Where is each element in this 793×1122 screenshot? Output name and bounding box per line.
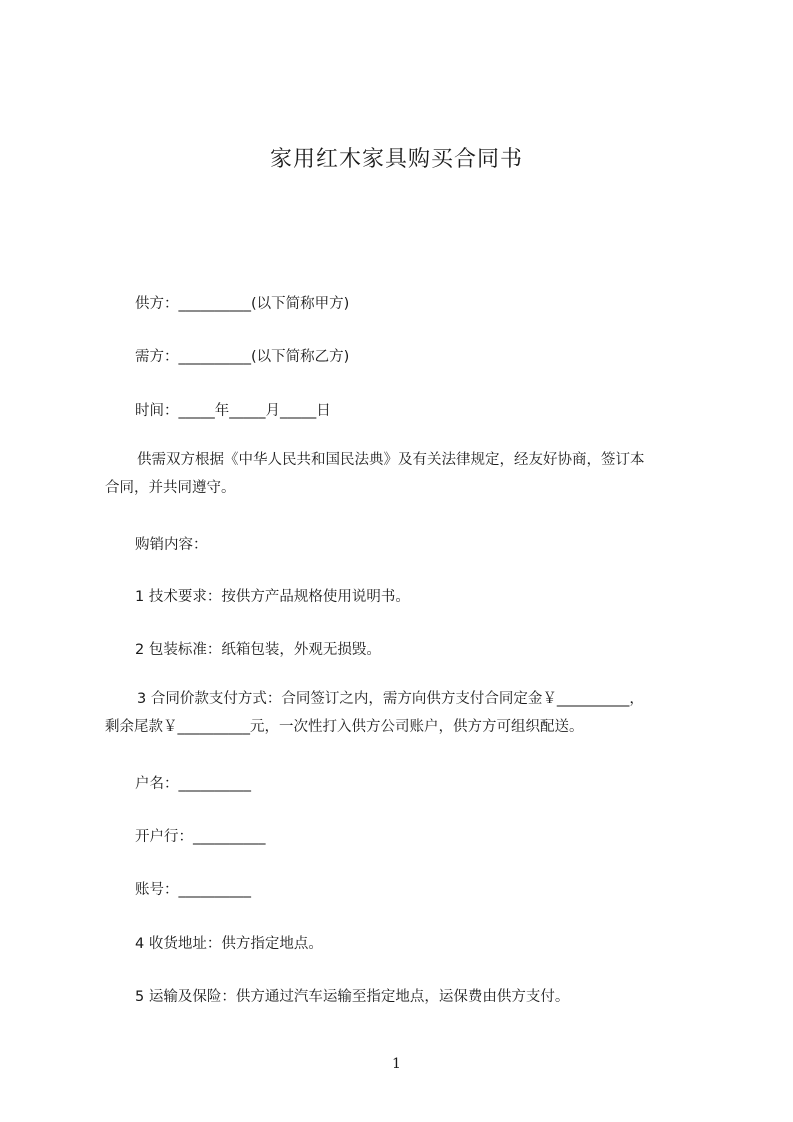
item-3-line-1: 3 合同价款支付方式：合同签订之内，需方向供方支付合同定金￥__________， [137, 691, 644, 707]
intro-line-1: 供需双方根据《中华人民共和国民法典》及有关法律规定，经友好协商，签订本 [137, 452, 645, 468]
item-3-line-2: 剩余尾款￥__________元，一次性打入供方公司账户，供方方可组织配送。 [105, 719, 584, 735]
date-line: 时间：_____年_____月_____日 [135, 403, 331, 419]
intro-line-2: 合同，并共同遵守。 [105, 480, 236, 496]
item-2-packaging: 2 包装标准：纸箱包装，外观无损毁。 [135, 642, 381, 658]
content-heading: 购销内容： [135, 537, 208, 553]
account-number-line: 账号：__________ [135, 882, 251, 898]
page-number: 1 [392, 1056, 401, 1072]
bank-line: 开户行：__________ [135, 829, 266, 845]
buyer-line: 需方：__________(以下简称乙方) [135, 349, 350, 365]
account-name-line: 户名：__________ [135, 776, 251, 792]
intro-paragraph [105, 446, 705, 502]
item-1-technical: 1 技术要求：按供方产品规格使用说明书。 [135, 589, 410, 605]
document-title: 家用红木家具购买合同书 [269, 147, 523, 172]
supplier-line: 供方：__________(以下简称甲方) [135, 296, 350, 312]
item-5-transport: 5 运输及保险：供方通过汽车运输至指定地点，运保费由供方支付。 [135, 989, 570, 1005]
item-4-delivery-address: 4 收货地址：供方指定地点。 [135, 936, 323, 952]
item-3-payment [105, 685, 705, 741]
